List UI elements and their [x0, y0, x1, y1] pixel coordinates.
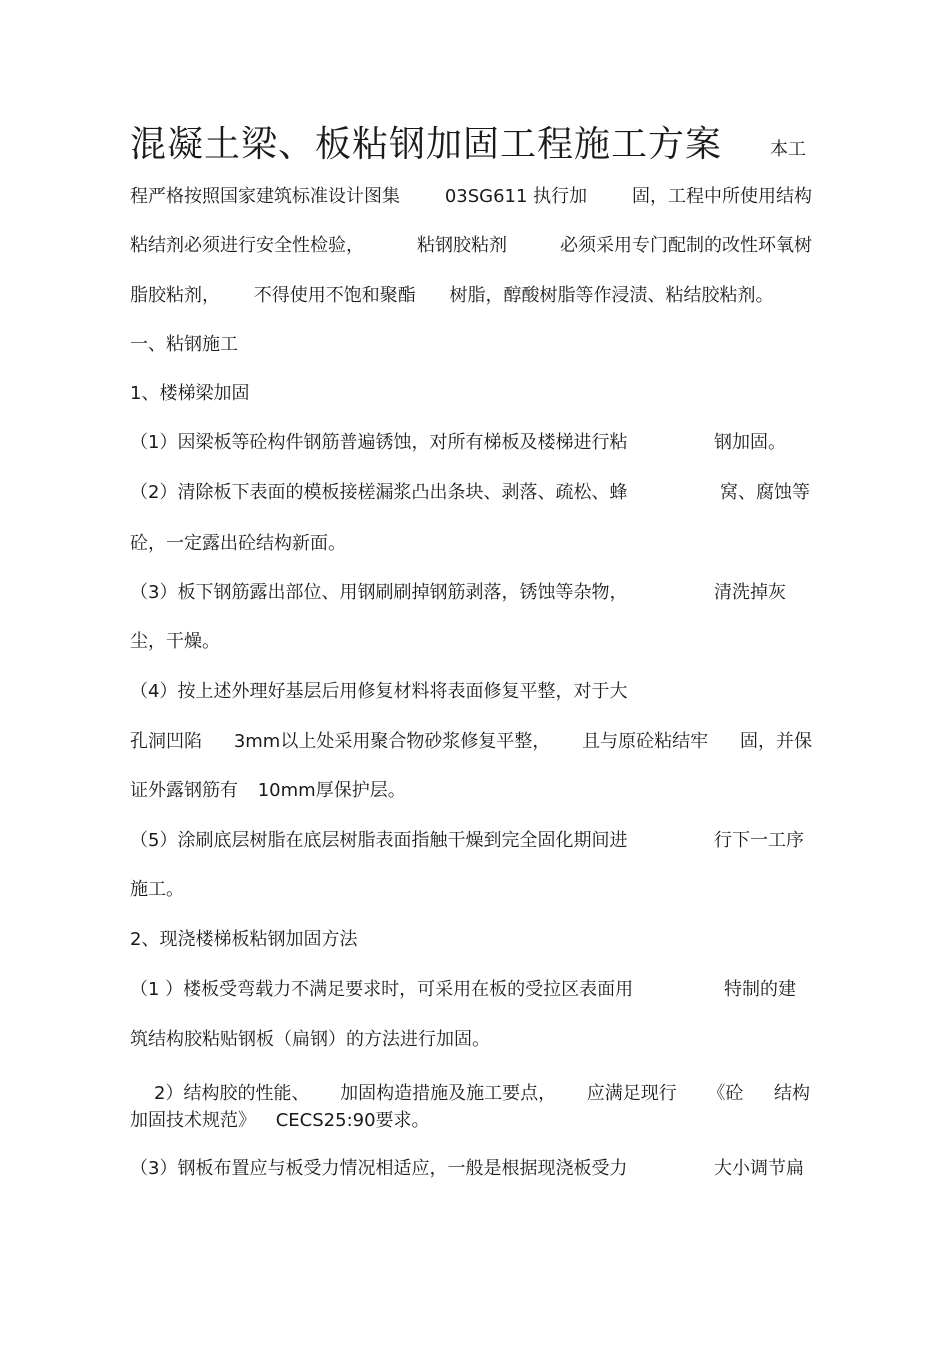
text-segment: 证外露钢筋有 [130, 780, 238, 801]
text-segment: 必须采用专门配制的改性环氧树 [560, 235, 812, 256]
text-segment: 2、现浇楼梯板粘钢加固方法 [130, 929, 358, 950]
paragraph-line [130, 185, 812, 209]
text-segment: 施工。 [130, 879, 184, 900]
text-segment: 树脂，醇酸树脂等作浸渍、粘结胶粘剂。 [449, 285, 774, 306]
section-heading [130, 333, 812, 357]
document-title: 混凝土梁、板粘钢加固工程施工方案 [130, 124, 723, 165]
text-segment: 结构 [773, 1083, 810, 1104]
text-segment: 大小调节扁 [714, 1158, 804, 1179]
text-segment: （1）因梁板等砼构件钢筋普遍锈蚀，对所有梯板及楼梯进行粘 [130, 432, 628, 453]
text-segment: （4）按上述外理好基层后用修复材料将表面修复平整，对于大 [130, 681, 628, 702]
title-trailing-text: 本工 [770, 139, 806, 160]
paragraph-line [130, 978, 812, 1002]
text-segment: 03SG611 执行加 [444, 186, 588, 207]
text-segment: 粘结剂必须进行安全性检验， [130, 235, 364, 256]
text-segment: CECS25:90要求。 [275, 1110, 430, 1131]
text-segment: 窝、腐蚀等 [720, 482, 810, 503]
text-segment: （2）清除板下表面的模板接槎漏浆凸出条块、剥落、疏松、蜂 [130, 482, 628, 503]
subsection-heading [130, 382, 812, 406]
text-segment: （3）钢板布置应与板受力情况相适应，一般是根据现浇板受力 [130, 1158, 628, 1179]
paragraph-line [130, 680, 812, 704]
text-segment: 1、楼梯梁加固 [130, 383, 250, 404]
text-segment: 脂胶粘剂， [130, 285, 220, 306]
paragraph-line [130, 481, 812, 505]
text-segment: 《砼 [707, 1083, 744, 1104]
text-segment: 固，并保 [739, 731, 812, 752]
text-segment: 筑结构胶粘贴钢板（扁钢）的方法进行加固。 [130, 1029, 490, 1050]
paragraph-line [154, 1082, 810, 1106]
paragraph-line [130, 581, 812, 605]
paragraph-line [130, 878, 812, 902]
paragraph-line [130, 630, 812, 654]
text-segment: 砼，一定露出砼结构新面。 [130, 533, 346, 554]
text-segment: （1 ）楼板受弯载力不满足要求时，可采用在板的受拉区表面用 [130, 979, 634, 1000]
text-segment: 且与原砼粘结牢 [582, 731, 709, 752]
text-segment: 一、粘钢施工 [130, 334, 238, 355]
text-segment: （5）涂刷底层树脂在底层树脂表面指触干燥到完全固化期间进 [130, 830, 628, 851]
paragraph-line [130, 431, 812, 455]
text-segment: 不得使用不饱和聚酯 [253, 285, 416, 306]
text-segment: 3mm以上处采用聚合物砂浆修复平整， [233, 731, 551, 752]
subsection-heading [130, 928, 812, 952]
text-segment: 尘，干燥。 [130, 631, 220, 652]
paragraph-line [130, 532, 812, 556]
text-segment: 钢加固。 [714, 432, 786, 453]
text-segment: 程严格按照国家建筑标准设计图集 [130, 186, 400, 207]
text-segment: 应满足现行 [586, 1083, 677, 1104]
text-segment: 固，工程中所使用结构 [631, 186, 812, 207]
paragraph-line [130, 1157, 812, 1181]
paragraph-line [130, 284, 812, 308]
paragraph-line [130, 779, 812, 803]
text-segment: 加固技术规范》 [130, 1110, 256, 1131]
paragraph-line [130, 1028, 812, 1052]
text-segment: 2）结构胶的性能、 [154, 1083, 310, 1104]
text-segment: 清洗掉灰 [714, 582, 786, 603]
text-segment: 行下一工序 [714, 830, 804, 851]
text-segment: 孔洞凹陷 [130, 731, 202, 752]
text-segment: （3）板下钢筋露出部位、用钢刷刷掉钢筋剥落，锈蚀等杂物， [130, 582, 628, 603]
text-segment: 粘钢胶粘剂 [417, 235, 507, 256]
paragraph-line [130, 829, 812, 853]
text-segment: 10mm厚保护层。 [257, 780, 406, 801]
text-segment: 加固构造措施及施工要点， [340, 1083, 557, 1104]
paragraph-line [130, 234, 812, 258]
paragraph-line [130, 730, 812, 754]
paragraph-line [130, 1109, 812, 1133]
text-segment: 特制的建 [724, 979, 796, 1000]
